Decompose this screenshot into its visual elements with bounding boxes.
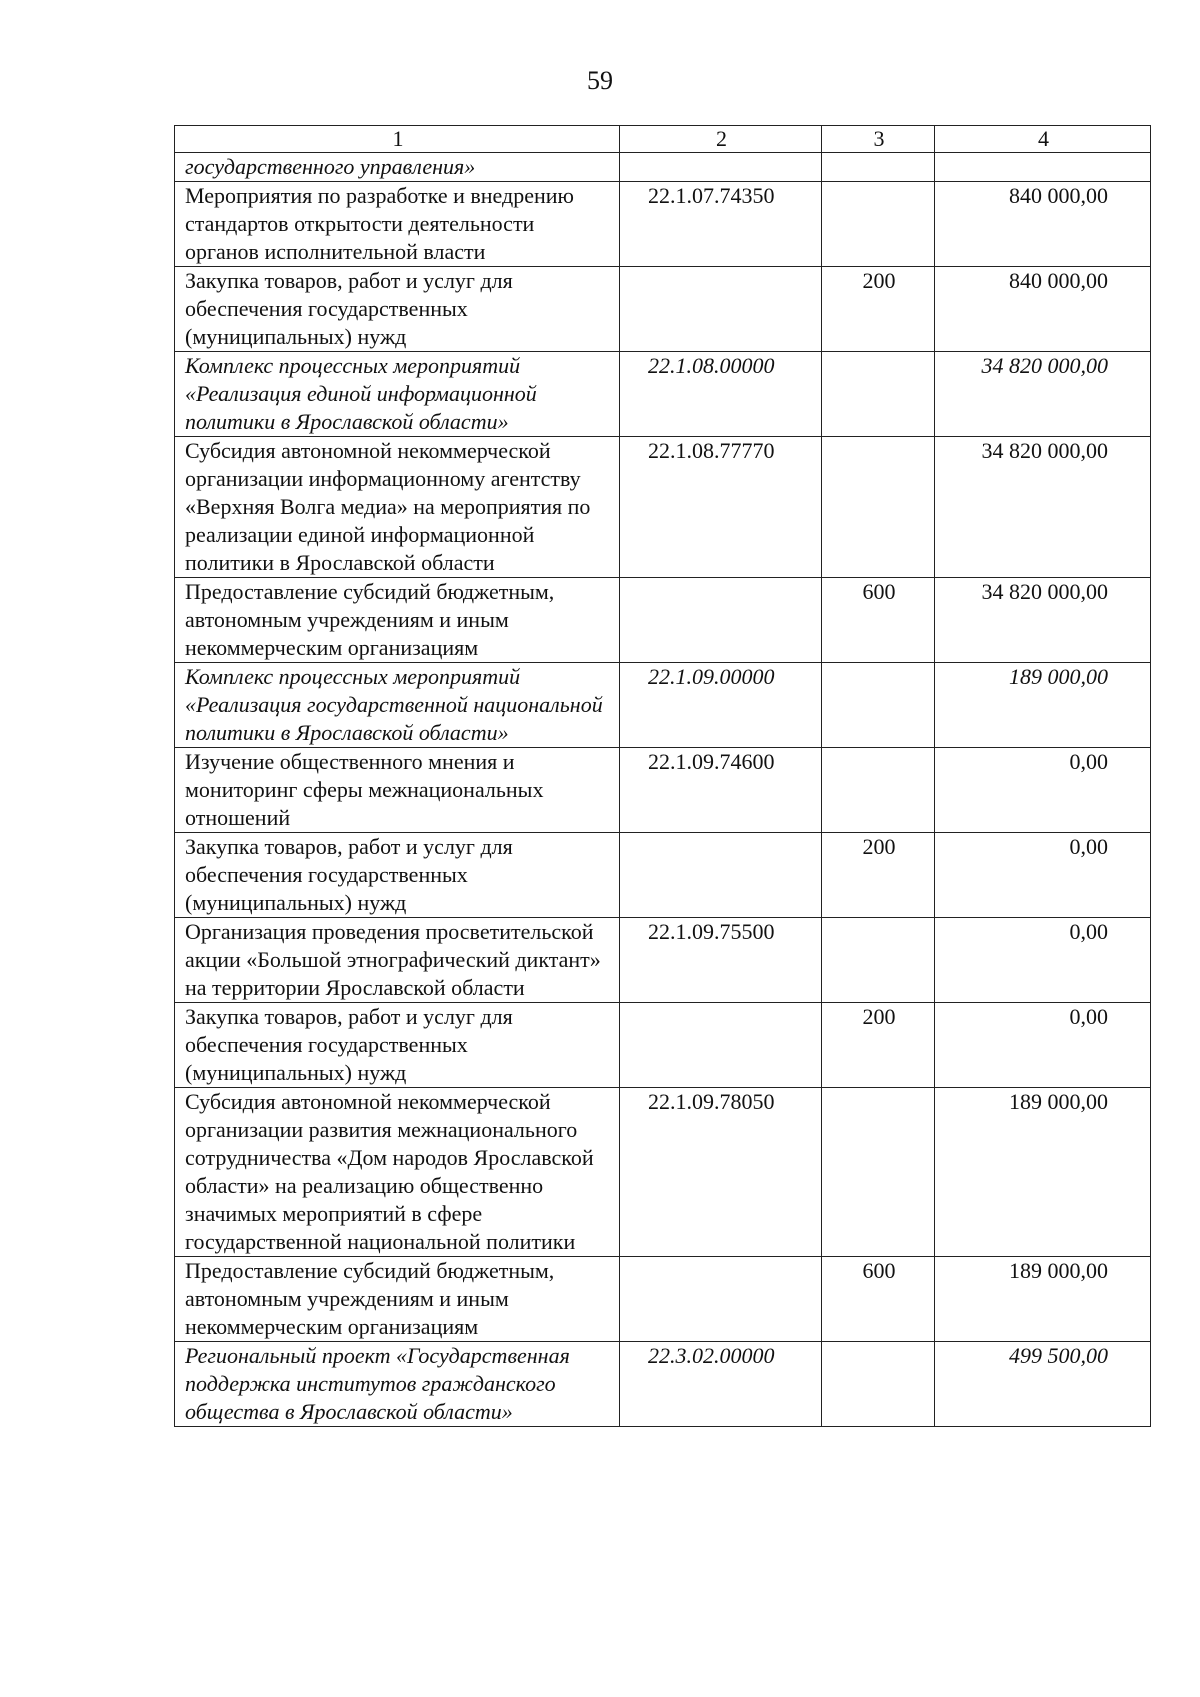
amount-cell: 34 820 000,00 — [935, 352, 1151, 437]
code-cell: 22.1.09.78050 — [620, 1088, 822, 1257]
header-cell-4: 4 — [935, 126, 1151, 153]
amount-cell: 840 000,00 — [935, 182, 1151, 267]
table-body — [175, 126, 1151, 1427]
amount-cell: 189 000,00 — [935, 1257, 1151, 1342]
name-cell: Закупка товаров, работ и услуг для обеспечения государственных (муниципальных) нужд — [175, 267, 620, 352]
table-row — [175, 182, 1151, 267]
type-cell — [822, 1342, 935, 1427]
name-cell: Закупка товаров, работ и услуг для обеспечения государственных (муниципальных) нужд — [175, 1003, 620, 1088]
type-cell — [822, 918, 935, 1003]
type-cell: 200 — [822, 1003, 935, 1088]
name-cell: Субсидия автономной некоммерческой организации информационному агентству «Верхняя Волга медиа» на мероприятия по реализации единой информационной политики в Ярославской области — [175, 437, 620, 578]
name-cell: Изучение общественного мнения и мониторинг сферы межнациональных отношений — [175, 748, 620, 833]
table-row — [175, 663, 1151, 748]
code-cell: 22.1.08.00000 — [620, 352, 822, 437]
table-row — [175, 918, 1151, 1003]
header-cell-2: 2 — [620, 126, 822, 153]
type-cell — [822, 437, 935, 578]
code-cell — [620, 153, 822, 182]
code-cell: 22.1.07.74350 — [620, 182, 822, 267]
table-row — [175, 437, 1151, 578]
table-row — [175, 1257, 1151, 1342]
table-row — [175, 352, 1151, 437]
type-cell: 600 — [822, 578, 935, 663]
code-cell: 22.1.09.74600 — [620, 748, 822, 833]
type-cell — [822, 748, 935, 833]
name-cell: Предоставление субсидий бюджетным, автономным учреждениям и иным некоммерческим организациям — [175, 578, 620, 663]
budget-table — [174, 125, 1151, 1427]
type-cell: 200 — [822, 267, 935, 352]
name-cell: Мероприятия по разработке и внедрению стандартов открытости деятельности органов исполнительной власти — [175, 182, 620, 267]
amount-cell — [935, 153, 1151, 182]
code-cell: 22.3.02.00000 — [620, 1342, 822, 1427]
type-cell — [822, 153, 935, 182]
amount-cell: 840 000,00 — [935, 267, 1151, 352]
name-cell: Субсидия автономной некоммерческой организации развития межнационального сотрудничества «Дом народов Ярославской области» на реализацию общественно значимых мероприятий в сфере государственной национальной политики — [175, 1088, 620, 1257]
header-cell-3: 3 — [822, 126, 935, 153]
name-cell: Региональный проект «Государственная поддержка институтов гражданского общества в Ярославской области» — [175, 1342, 620, 1427]
code-cell — [620, 1257, 822, 1342]
page-number: 59 — [587, 66, 613, 95]
table-row — [175, 267, 1151, 352]
name-cell: Закупка товаров, работ и услуг для обеспечения государственных (муниципальных) нужд — [175, 833, 620, 918]
table-row — [175, 1342, 1151, 1427]
amount-cell: 34 820 000,00 — [935, 578, 1151, 663]
name-cell: Комплекс процессных мероприятий «Реализация единой информационной политики в Ярославской области» — [175, 352, 620, 437]
type-cell — [822, 352, 935, 437]
type-cell: 200 — [822, 833, 935, 918]
amount-cell: 0,00 — [935, 1003, 1151, 1088]
code-cell — [620, 267, 822, 352]
type-cell — [822, 1088, 935, 1257]
code-cell — [620, 1003, 822, 1088]
type-cell: 600 — [822, 1257, 935, 1342]
type-cell — [822, 663, 935, 748]
table-row — [175, 1088, 1151, 1257]
amount-cell: 499 500,00 — [935, 1342, 1151, 1427]
table-row — [175, 748, 1151, 833]
header-cell-1: 1 — [175, 126, 620, 153]
code-cell: 22.1.09.00000 — [620, 663, 822, 748]
table-row — [175, 1003, 1151, 1088]
amount-cell: 34 820 000,00 — [935, 437, 1151, 578]
table-row — [175, 153, 1151, 182]
code-cell: 22.1.09.75500 — [620, 918, 822, 1003]
code-cell — [620, 833, 822, 918]
name-cell: Комплекс процессных мероприятий «Реализация государственной национальной политики в Ярославской области» — [175, 663, 620, 748]
type-cell — [822, 182, 935, 267]
table-row — [175, 578, 1151, 663]
amount-cell: 189 000,00 — [935, 1088, 1151, 1257]
amount-cell: 189 000,00 — [935, 663, 1151, 748]
amount-cell: 0,00 — [935, 833, 1151, 918]
amount-cell: 0,00 — [935, 748, 1151, 833]
name-cell: Предоставление субсидий бюджетным, автономным учреждениям и иным некоммерческим организациям — [175, 1257, 620, 1342]
table-header-row — [175, 126, 1151, 153]
name-cell: государственного управления» — [175, 153, 620, 182]
code-cell: 22.1.08.77770 — [620, 437, 822, 578]
table-row — [175, 833, 1151, 918]
amount-cell: 0,00 — [935, 918, 1151, 1003]
code-cell — [620, 578, 822, 663]
name-cell: Организация проведения просветительской акции «Большой этнографический диктант» на территории Ярославской области — [175, 918, 620, 1003]
